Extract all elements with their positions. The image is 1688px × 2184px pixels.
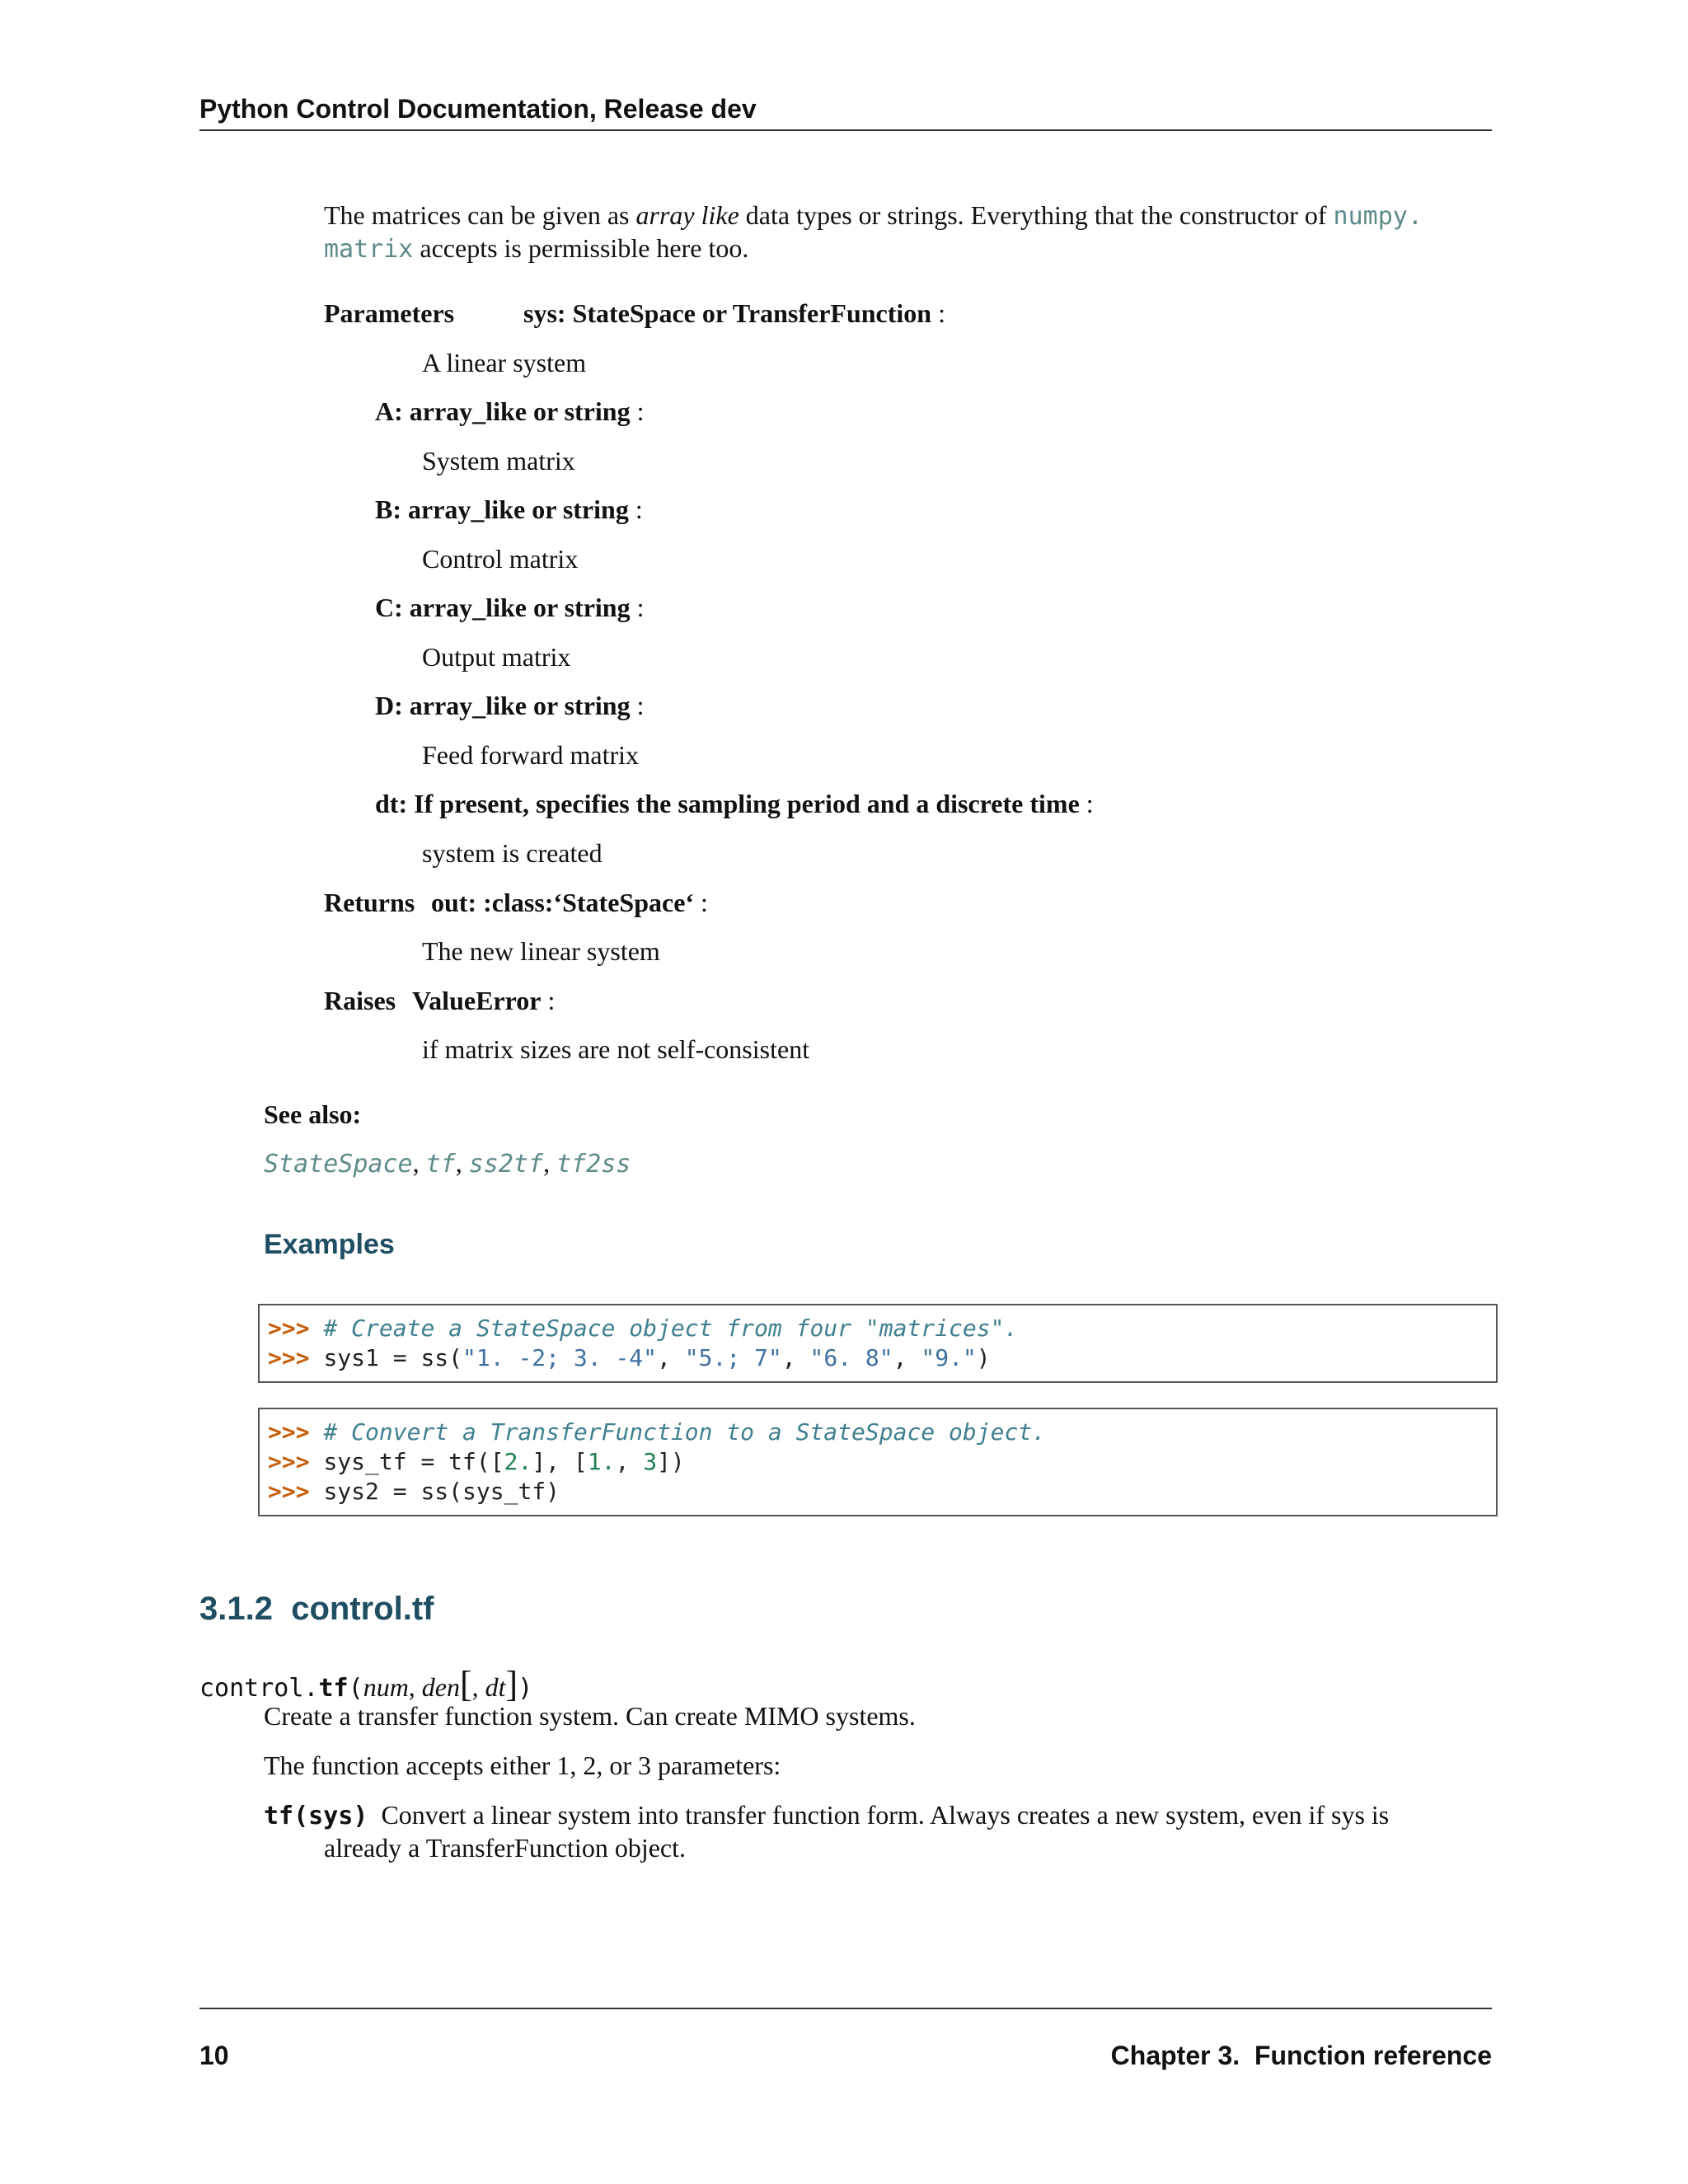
see-also-label: See also: [264,1099,362,1129]
tf-description-line1: Create a transfer function system. Can create MIMO systems. [264,1701,916,1731]
raises-label: Raises [324,986,396,1015]
param-name-d: D: array_like or string : [375,691,645,720]
footer-chapter-title: Chapter 3. Function reference [1110,2041,1492,2070]
signature-function-name[interactable]: tf [318,1674,349,1703]
see-also-link-tf2ss[interactable]: tf2ss [556,1150,631,1179]
running-header-title: Python Control Documentation, Release dev [199,94,757,124]
returns-desc: The new linear system [422,936,660,966]
code-block-1: >>> # Create a StateSpace object from four "matrices". >>> sys1 = ss("1. -2; 3. -4", "5.; 7", "6. 8", "9.") [258,1304,1498,1383]
numpy-matrix-link[interactable]: numpy. [1333,202,1423,231]
see-also-links: StateSpace, tf, ss2tf, tf2ss [264,1148,631,1179]
footer-rule [199,2008,1492,2009]
tf-sys-term: tf(sys) [264,1802,368,1830]
see-also-link-ss2tf[interactable]: ss2tf [468,1150,544,1179]
section-heading-control-tf: 3.1.2 control.tf [199,1591,434,1627]
param-name-c: C: array_like or string : [375,593,645,622]
returns-name: out: :class:‘StateSpace‘ : [431,888,708,917]
param-name-sys: sys: StateSpace or TransferFunction : [523,298,945,328]
param-desc-d: Feed forward matrix [422,740,640,770]
intro-paragraph-line2 [324,232,748,266]
signature-arg-dt: dt [485,1672,506,1702]
tf-sys-definition-text: Convert a linear system into transfer function form. Always creates a new system, even if sys is [381,1800,1390,1830]
code-block-2: >>> # Convert a TransferFunction to a StateSpace object. >>> sys_tf = tf([2.], [1., 3]) >>> sys2 = ss(sys_tf) [258,1408,1498,1516]
tf-sys-definition [264,1798,1492,1833]
function-signature: control.tf(num, den[, dt]) [199,1664,533,1704]
numpy-matrix-link[interactable]: matrix [324,235,414,264]
raises-name: ValueError : [412,986,556,1015]
signature-module: control. [199,1674,319,1703]
param-name-a: A: array_like or string : [375,396,645,426]
param-desc-b: Control matrix [422,544,579,574]
intro-paragraph [324,199,1494,233]
see-also-link-statespace[interactable]: StateSpace [264,1150,413,1179]
param-desc-a: System matrix [422,446,575,476]
intro-italic: array like [635,200,739,230]
param-desc-sys: A linear system [422,348,587,377]
raises-desc: if matrix sizes are not self-consistent [422,1034,810,1064]
see-also-link-tf[interactable]: tf [425,1150,456,1179]
returns-label: Returns [324,888,415,917]
examples-heading: Examples [264,1229,395,1260]
signature-arg-den: den [421,1672,460,1702]
param-name-dt: dt: If present, specifies the sampling period and a discrete time : [375,789,1094,818]
signature-arg-num: num [363,1672,409,1702]
tf-description-line2: The function accepts either 1, 2, or 3 parameters: [264,1750,781,1780]
header-rule [199,129,1492,131]
param-desc-dt: system is created [422,838,603,868]
param-desc-c: Output matrix [422,642,571,672]
intro-text: data types or strings. Everything that the constructor of [738,200,1334,230]
param-name-b: B: array_like or string : [375,494,643,524]
tf-sys-definition-line2: already a TransferFunction object. [324,1833,686,1863]
page-number: 10 [199,2041,229,2070]
parameters-label: Parameters [324,298,455,328]
intro-text: The matrices can be given as [324,200,636,230]
intro-text: accepts is permissible here too. [413,233,749,263]
